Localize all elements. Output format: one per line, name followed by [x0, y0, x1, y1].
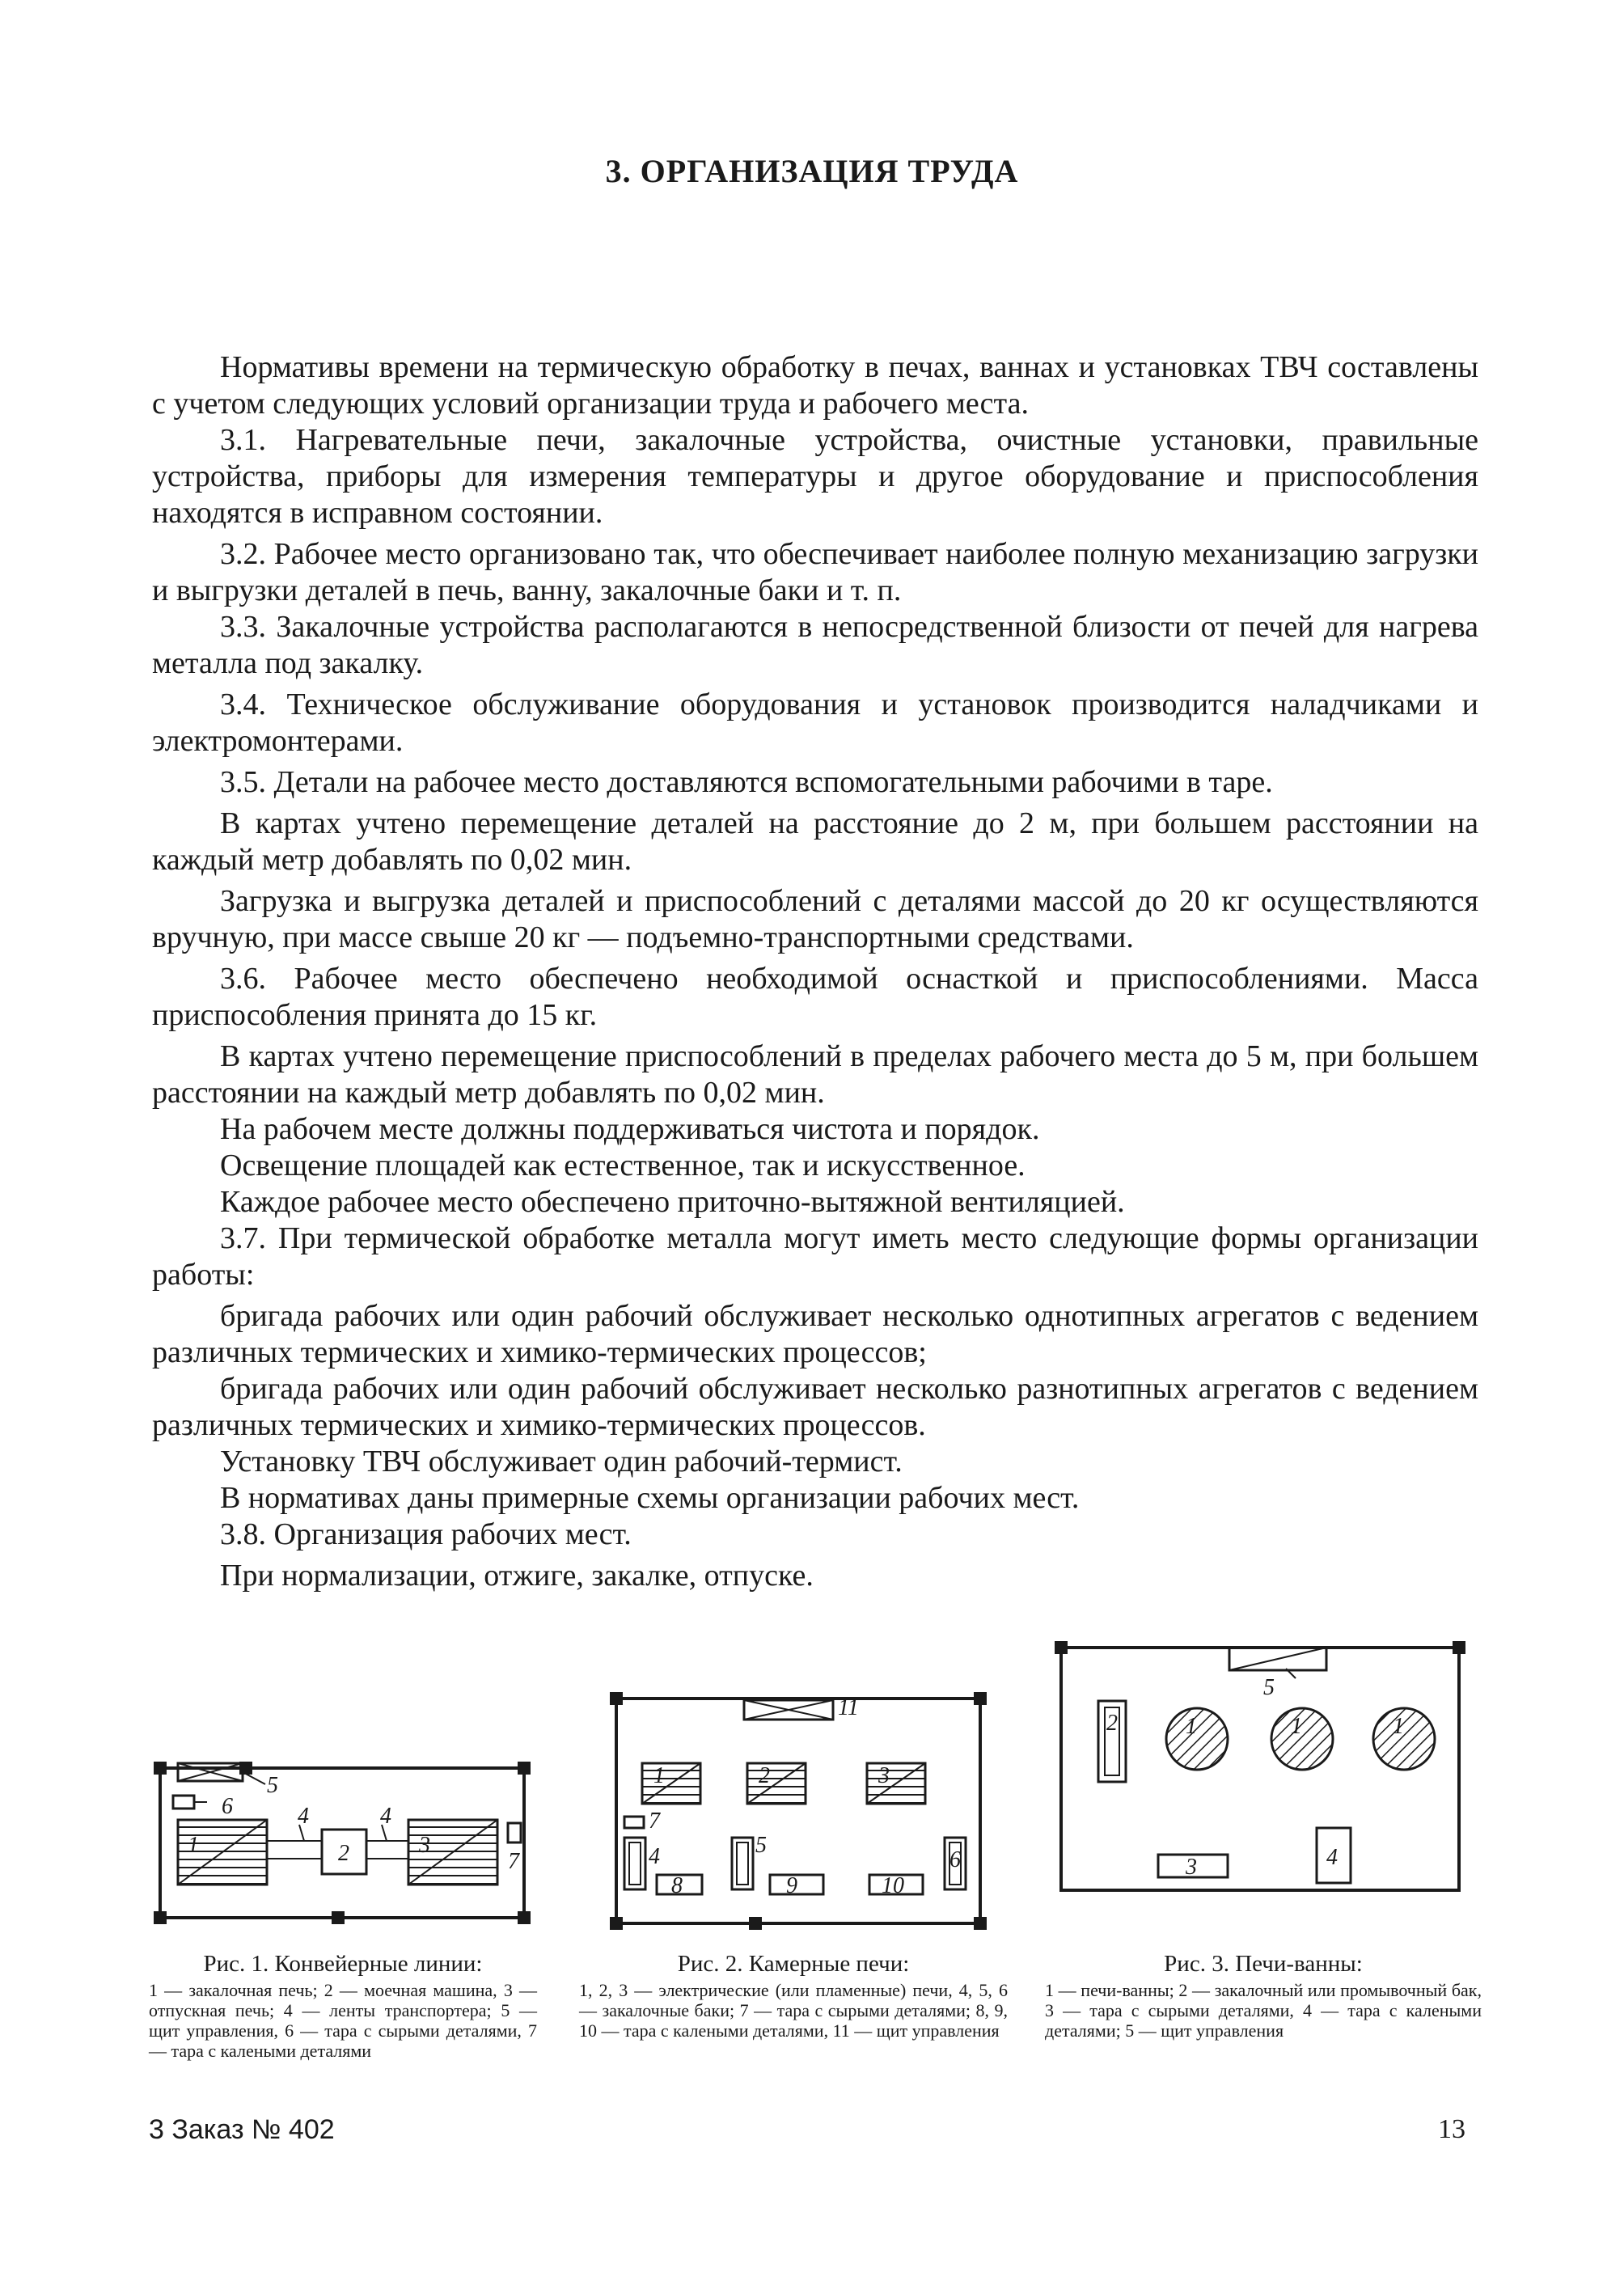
figure-label: 4: [649, 1844, 660, 1869]
paragraph: Нормативы времени на термическую обработку в печах, ваннах и установках ТВЧ составлены с учетом следующих условий организации труда и рабочего места.: [152, 350, 1478, 421]
figure-1-caption: [149, 1949, 537, 2061]
figure-label: 2: [1106, 1711, 1118, 1736]
figure-label: 3: [1186, 1855, 1197, 1880]
paragraph: В картах учтено перемещение приспособлений в пределах рабочего места до 5 м, при большем расстоянии на каждый метр добавлять по 0,02 мин.: [152, 1039, 1478, 1110]
figure-2-caption: [579, 1949, 1008, 2041]
paragraph: бригада рабочих или один рабочий обслуживает несколько однотипных агрегатов с ведением различных термических и химико-термических процессов;: [152, 1299, 1478, 1369]
figure-2-caption-title: Рис. 2. Камерные печи:: [677, 1951, 910, 1977]
figure-label: 4: [380, 1804, 391, 1829]
paragraph: 3.5. Детали на рабочее место доставляются вспомогательными рабочими в таре.: [220, 765, 1273, 799]
figure-label: 8: [671, 1873, 683, 1898]
paragraph: Каждое рабочее место обеспечено приточно-вытяжной вентиляцией.: [220, 1185, 1125, 1219]
figure-2-chamber-furnaces: [582, 1682, 1011, 1925]
paragraph: При нормализации, отжиге, закалке, отпуске.: [220, 1559, 814, 1593]
figure-label: 1: [188, 1833, 199, 1858]
figure-label: 1: [1393, 1714, 1404, 1739]
page-number: 13: [1438, 2114, 1465, 2144]
figure-label: 3: [419, 1833, 430, 1858]
figure-label: 9: [786, 1873, 797, 1898]
figure-3-bath-furnaces: [1043, 1630, 1480, 1901]
paragraph: В нормативах даны примерные схемы организации рабочих мест.: [220, 1481, 1080, 1515]
figure-label: 6: [222, 1794, 233, 1819]
paragraph: В картах учтено перемещение деталей на расстояние до 2 м, при большем расстоянии на каждый метр добавлять по 0,02 мин.: [152, 806, 1478, 877]
page-title: 3. ОРГАНИЗАЦИЯ ТРУДА: [605, 153, 1019, 189]
figure-label: 6: [949, 1847, 961, 1872]
paragraph: бригада рабочих или один рабочий обслуживает несколько разнотипных агрегатов с ведением различных термических и химико-термических процессов.: [152, 1372, 1478, 1442]
figure-1-labels: [146, 1739, 550, 1925]
paragraph: 3.6. Рабочее место обеспечено необходимой оснасткой и приспособлениями. Масса приспособления принята до 15 кг.: [152, 962, 1478, 1032]
figure-label: 3: [878, 1763, 890, 1788]
figure-3-caption: [1045, 1949, 1482, 2041]
figure-label: 2: [338, 1841, 349, 1866]
figure-label: 1: [1291, 1714, 1302, 1739]
paragraph: 3.8. Организация рабочих мест.: [220, 1517, 632, 1551]
figure-label: 4: [1326, 1845, 1338, 1870]
body-text: [152, 349, 1478, 1594]
footer-order-number: 3 Заказ № 402: [149, 2114, 335, 2145]
figure-label: 5: [755, 1833, 767, 1858]
paragraph: На рабочем месте должны поддерживаться чистота и порядок.: [220, 1112, 1040, 1146]
paragraph: Загрузка и выгрузка деталей и приспособлений с деталями массой до 20 кг осуществляются вручную, при массе свыше 20 кг — подъемно-транспортными средствами.: [152, 884, 1478, 954]
figure-label: 1: [653, 1763, 665, 1788]
figure-label: 1: [1186, 1714, 1197, 1739]
paragraph: 3.1. Нагревательные печи, закалочные устройства, очистные установки, правильные устройства, приборы для измерения температуры и другое оборудование и приспособления находятся в исправном состоянии.: [152, 423, 1478, 530]
figure-label: 7: [649, 1809, 660, 1834]
paragraph: 3.7. При термической обработке металла могут иметь место следующие формы организации работы:: [152, 1221, 1478, 1292]
figure-1-conveyor-lines: [146, 1739, 550, 1925]
figure-label: 11: [838, 1695, 859, 1720]
figure-label: 4: [298, 1804, 309, 1829]
figure-label: 2: [759, 1763, 770, 1788]
paragraph: 3.3. Закалочные устройства располагаются в непосредственной близости от печей для нагрева металла под закалку.: [152, 610, 1478, 680]
figure-2-caption-text: 1, 2, 3 — электрические (или пламенные) печи, 4, 5, 6 — закалочные баки; 7 — тара с сырыми деталями; 8, 9, 10 — тара с калеными деталями, 11 — щит управления: [579, 1980, 1008, 2041]
figure-label: 5: [267, 1773, 278, 1798]
figure-3-labels: [1043, 1630, 1480, 1901]
figure-3-caption-title: Рис. 3. Печи-ванны:: [1164, 1951, 1363, 1977]
figure-2-labels: [582, 1682, 1011, 1925]
paragraph: Установку ТВЧ обслуживает один рабочий-термист.: [220, 1445, 903, 1479]
paragraph: 3.4. Техническое обслуживание оборудования и установок производится наладчиками и электромонтерами.: [152, 687, 1478, 758]
figure-1-caption-text: 1 — закалочная печь; 2 — моечная машина, 3 — отпускная печь; 4 — ленты транспортера; 5 — щит управления, 6 — тара с сырыми деталями, 7 — тара с калеными деталями: [149, 1980, 537, 2061]
figure-3-caption-text: 1 — печи-ванны; 2 — закалочный или промывочный бак, 3 — тара с сырыми деталями, 4 — тара с калеными деталями; 5 — щит управления: [1045, 1980, 1482, 2041]
paragraph: Освещение площадей как естественное, так и искусственное.: [220, 1149, 1026, 1182]
figure-label: 10: [882, 1873, 904, 1898]
paragraph: 3.2. Рабочее место организовано так, что обеспечивает наиболее полную механизацию загрузки и выгрузки деталей в печь, ванну, закалочные баки и т. п.: [152, 537, 1478, 607]
figure-1-caption-title: Рис. 1. Конвейерные линии:: [203, 1951, 483, 1977]
figure-label: 5: [1263, 1675, 1275, 1700]
figure-label: 7: [508, 1849, 519, 1874]
